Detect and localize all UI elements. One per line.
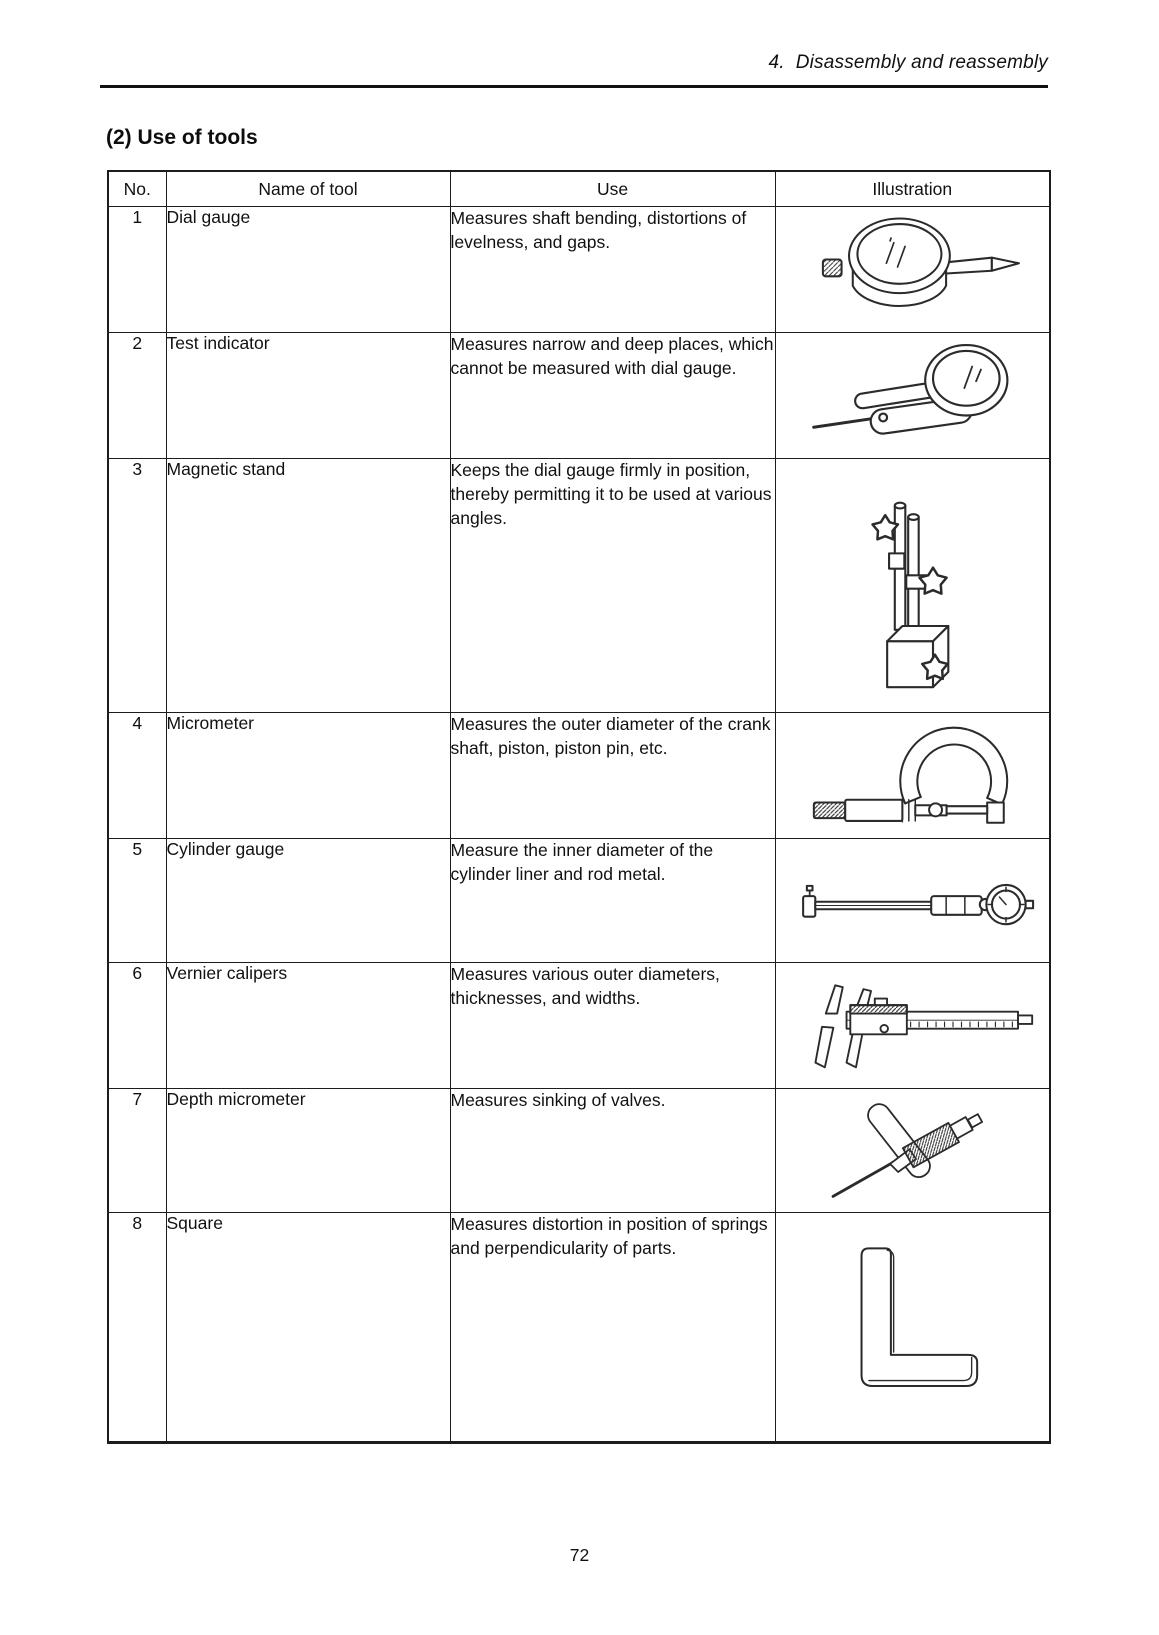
- tool-name: Square: [166, 1213, 450, 1443]
- tool-use: Measures shaft bending, distortions of levelness, and gaps.: [450, 207, 775, 333]
- tool-name: Depth micrometer: [166, 1089, 450, 1213]
- col-header-illustration: Illustration: [775, 171, 1050, 207]
- table-row: [108, 459, 1050, 713]
- tool-name: Cylinder gauge: [166, 839, 450, 963]
- row-number: 1: [108, 207, 166, 333]
- tool-use: Measure the inner diameter of the cylinder liner and rod metal.: [450, 839, 775, 963]
- col-header-name: Name of tool: [166, 171, 450, 207]
- tool-illustration-cell: [775, 1213, 1050, 1443]
- tool-use: Measures the outer diameter of the crank shaft, piston, piston pin, etc.: [450, 713, 775, 839]
- running-header: 4. Disassembly and reassembly: [768, 52, 1048, 73]
- table-row: [108, 1213, 1050, 1443]
- row-number: 5: [108, 839, 166, 963]
- table-row: [108, 333, 1050, 459]
- magnetic-stand-illustration: [826, 463, 998, 703]
- row-number: 7: [108, 1089, 166, 1213]
- table-row: [108, 963, 1050, 1089]
- row-number: 3: [108, 459, 166, 713]
- tool-use: Keeps the dial gauge firmly in position, thereby permitting it to be used at various angles.: [450, 459, 775, 713]
- tool-illustration-cell: [775, 459, 1050, 713]
- row-number: 4: [108, 713, 166, 839]
- tools-table: [107, 170, 1051, 1444]
- row-number: 8: [108, 1213, 166, 1443]
- tool-name: Magnetic stand: [166, 459, 450, 713]
- tool-use: Measures narrow and deep places, which cannot be measured with dial gauge.: [450, 333, 775, 459]
- square-illustration: [834, 1227, 990, 1423]
- tool-use: Measures distortion in position of springs and perpendicularity of parts.: [450, 1213, 775, 1443]
- tool-illustration-cell: [775, 207, 1050, 333]
- tool-name: Test indicator: [166, 333, 450, 459]
- depth-micrometer-illustration: [817, 1089, 1007, 1207]
- tool-name: Micrometer: [166, 713, 450, 839]
- vernier-calipers-illustration: [790, 974, 1035, 1073]
- test-indicator-illustration: [800, 339, 1025, 447]
- dial-gauge-illustration: [800, 211, 1025, 323]
- cylinder-gauge-illustration: [790, 855, 1035, 941]
- tool-name: Dial gauge: [166, 207, 450, 333]
- tool-illustration-cell: [775, 713, 1050, 839]
- tool-use: Measures sinking of valves.: [450, 1089, 775, 1213]
- tool-illustration-cell: [775, 1089, 1050, 1213]
- tool-illustration-cell: [775, 333, 1050, 459]
- header-rule: [100, 85, 1048, 88]
- row-number: 2: [108, 333, 166, 459]
- section-title: (2) Use of tools: [106, 126, 258, 149]
- micrometer-illustration: [795, 714, 1030, 832]
- table-row: [108, 207, 1050, 333]
- table-row: [108, 839, 1050, 963]
- table-row: [108, 713, 1050, 839]
- table-row: [108, 1089, 1050, 1213]
- row-number: 6: [108, 963, 166, 1089]
- tool-illustration-cell: [775, 963, 1050, 1089]
- table-header-row: [108, 171, 1050, 207]
- col-header-use: Use: [450, 171, 775, 207]
- col-header-no: No.: [108, 171, 166, 207]
- tool-illustration-cell: [775, 839, 1050, 963]
- page-number: 72: [569, 1545, 590, 1565]
- tool-name: Vernier calipers: [166, 963, 450, 1089]
- tool-use: Measures various outer diameters, thicknesses, and widths.: [450, 963, 775, 1089]
